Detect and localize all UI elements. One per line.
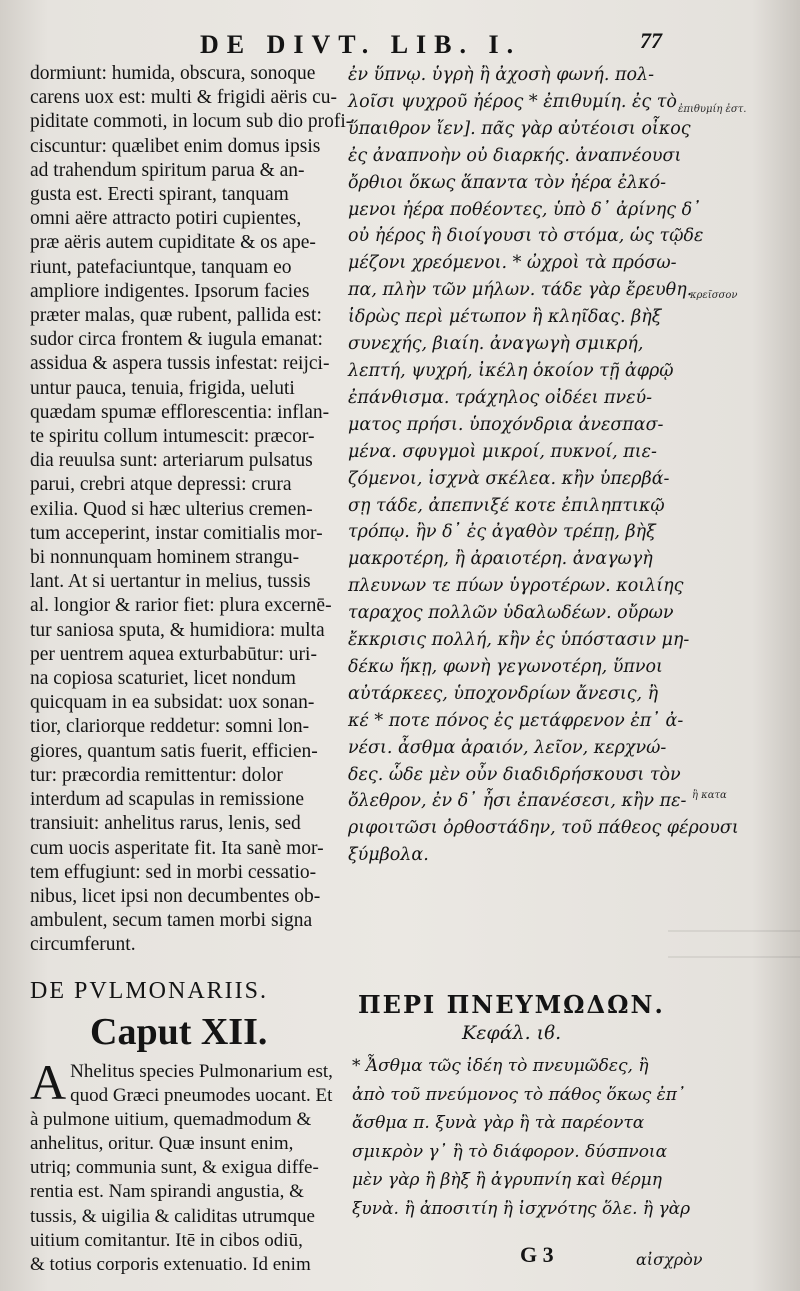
- latin-line: parui, crebri atque depressi: crura: [30, 474, 292, 496]
- greek-line: ἔκκρισις πολλή, κἢν ἐς ὑπόστασιν μη-: [348, 630, 690, 651]
- greek-line: ἄσθμα π. ξυνὰ γὰρ ἢ τὰ παρέοντα: [352, 1113, 645, 1133]
- greek-line: κέ * ποτε πόνος ἐς μετάφρενον ἐπ᾽ ἀ-: [348, 710, 684, 731]
- latin-line: sudor circa frontem & iugula emanat:: [30, 329, 323, 351]
- latin-line: tum acceperint, instar comitialis mor-: [30, 522, 323, 544]
- margin-note: κρεῖσσον: [690, 290, 738, 301]
- greek-line: ὄλεθρον, ἐν δ᾽ ἦσι ἐπανέσεσι, κἢν πε-: [348, 791, 687, 812]
- latin-line: untur pauca, tenuia, frigida, ueluti: [30, 377, 295, 399]
- greek-line: μακροτέρη, ἢ ἀραιοτέρη. ἀναγωγὴ: [348, 549, 653, 570]
- greek-line: μέζονι χρεόμενοι. * ὠχροὶ τὰ πρόσω-: [348, 253, 677, 274]
- greek-line: ἐν ὕπνῳ. ὑγρὴ ἢ ἀχοσὴ φωνή. πολ-: [348, 65, 655, 85]
- latin-line: ambulent, secum tamen morbi signa: [30, 910, 313, 932]
- chapter-text-latin: [30, 1054, 344, 1277]
- latin-line: tem effugiunt: sed in morbi cessatio-: [30, 861, 317, 883]
- latin-line: per uentrem aquea exturbabūtur: uri-: [30, 643, 317, 665]
- latin-line: riunt, patefaciuntque, tanquam eo: [30, 256, 292, 278]
- bleed-through-mark: [668, 930, 800, 932]
- greek-line: ἐπάνθισμα. τράχηλος οἰδέει πνεύ-: [348, 387, 653, 408]
- greek-line: ἀπὸ τοῦ πνεύμονος τὸ πάθος ὅκως ἐπ᾽: [352, 1084, 686, 1105]
- latin-line: interdum ad scapulas in remissione: [30, 789, 305, 811]
- greek-line: ριφοιτῶσι ὀρθοστάδην, τοῦ πάθεος φέρουσι: [348, 818, 739, 839]
- greek-line: ἱδρὼς περὶ μέτωπον ἢ κληῖδας. βὴξ: [348, 307, 662, 328]
- chapter-text-greek: [352, 1052, 691, 1223]
- latin-line: assidua & aspera tussis infestat: reijci-: [30, 353, 330, 375]
- latin-line: quædam spumæ efflorescentia: inflan-: [30, 401, 330, 423]
- chapter-number-greek: Κεφάλ. ιϐ.: [462, 1022, 562, 1044]
- greek-line: πλευνων τε πύων ὑγροτέρων. κοιλίης: [348, 576, 684, 597]
- latin-line: carens uox est: multi & frigidi aëris cu-: [30, 87, 338, 109]
- bleed-through-mark: [668, 956, 800, 958]
- latin-line: rentia est. Nam spirandi angustia, &: [30, 1181, 304, 1203]
- latin-line: tior, clariorque reddetur: somni lon-: [30, 716, 310, 738]
- margin-note: ἢ κατα: [692, 790, 727, 801]
- latin-line: ampliore indigentes. Ipsorum facies: [30, 280, 310, 302]
- latin-line: lant. At si uertantur in melius, tussis: [30, 571, 311, 593]
- running-head: DE DIVT. LIB. I.: [200, 30, 522, 59]
- latin-line: anhelitus, oritur. Quæ insunt enim,: [30, 1133, 294, 1155]
- greek-line: οὐ ἠέρος ἢ διοίγουσι τὸ στόμα, ὡς τῷδε: [348, 226, 704, 247]
- latin-line: bi nonnunquam hominem strangu-: [30, 547, 300, 569]
- chapter-heading-latin: DE PVLMONARIIS.: [30, 978, 269, 1004]
- latin-line: à pulmone uitium, quemadmodum &: [30, 1109, 312, 1131]
- greek-line: δες. ὧδε μὲν οὖν διαδιδρήσκουσι τὸν: [348, 764, 681, 785]
- greek-line: δέκω ἥκῃ, φωνὴ γεγωνοτέρη, ὕπνοι: [348, 656, 663, 677]
- latin-line: tur saniosa sputa, & humidiora: multa: [30, 619, 325, 641]
- latin-line: piditate commoti, in locum sub dio profi-: [30, 111, 353, 133]
- latin-line: præter malas, quæ rubent, pallida est:: [30, 305, 322, 327]
- latin-line: quod Græci pneumodes uocant. Et: [70, 1085, 333, 1107]
- catchword: αἰσχρὸν: [636, 1250, 703, 1269]
- latin-line: na copiosa scaturiet, licet nondum: [30, 668, 296, 690]
- greek-line: τρόπῳ. ἢν δ᾽ ἐς ἀγαθὸν τρέπῃ, βὴξ: [348, 522, 656, 543]
- latin-line: te spiritu collum intumescit: præcor-: [30, 426, 315, 448]
- greek-line: λοῖσι ψυχροῦ ἠέρος * ἐπιθυμίη. ἐς τὸ: [348, 91, 677, 112]
- latin-line: dormiunt: humida, obscura, sonoque: [30, 63, 316, 84]
- latin-line: transiuit: anhelitus rarus, lenis, sed: [30, 813, 301, 835]
- latin-line: omni aëre attracto potiri cupientes,: [30, 208, 302, 230]
- greek-line: λεπτή, ψυχρή, ἰκέλη ὁκοίον τῇ ἀφρῷ: [348, 360, 674, 381]
- chapter-heading-greek: ΠΕΡΙ ΠΝΕΥΜΩΔΩΝ.: [358, 990, 665, 1019]
- latin-line: dia reuulsa sunt: arteriarum pulsatus: [30, 450, 313, 472]
- latin-line: al. longior & rarior fiet: plura excernē-: [30, 595, 332, 617]
- latin-line: circumferunt.: [30, 934, 136, 956]
- latin-line: & totius corporis extenuatio. Id enim: [30, 1253, 311, 1275]
- latin-line: tussis, & uigilia & caliditas utrumque: [30, 1205, 315, 1227]
- greek-line: ξυνὰ. ἢ ἀποσιτίη ἢ ἰσχνότης ὅλε. ἢ γὰρ: [352, 1198, 691, 1219]
- greek-line: αὐτάρκεες, ὑποχονδρίων ἄνεσις, ἢ: [348, 683, 659, 704]
- latin-line: giores, quantum satis fuerit, efficien-: [30, 740, 318, 762]
- greek-line: ξύμβολα.: [348, 845, 429, 866]
- greek-line: ζόμενοι, ἰσχνὰ σκέλεα. κἢν ὑπερβά-: [348, 468, 670, 489]
- drop-cap: A: [30, 1054, 67, 1110]
- greek-line: ταραχος πολλῶν ὑδαλωδέων. οὔρων: [348, 603, 674, 624]
- greek-line: πα, πλὴν τῶν μήλων. τάδε γὰρ ἔρευθη.: [348, 280, 693, 301]
- greek-line: ὕπαιθρον ἴεν]. πᾶς γὰρ αὐτέοισι οἶκος: [348, 118, 691, 139]
- latin-line: nibus, licet ipsi non decumbentes ob-: [30, 885, 321, 907]
- margin-note: ἐπιθυμίη ἐστ.: [678, 104, 747, 115]
- page-number: 77: [640, 28, 662, 53]
- greek-line: συνεχής, βιαίη. ἀναγωγὴ σμικρή,: [348, 334, 644, 355]
- greek-line: ἐς ἀναπνοὴν οὐ διαρκής. ἀναπνέουσι: [348, 145, 682, 166]
- latin-line: Nhelitus species Pulmonarium est,: [70, 1061, 333, 1082]
- greek-line: * Ἆσθμα τῶς ἰδέη τὸ πνευμῶδες, ἢ: [352, 1056, 649, 1076]
- greek-line: ὄρθιοι ὅκως ἅπαντα τὸν ἠέρα ἐλκό-: [348, 172, 667, 193]
- latin-line: ad trahendum spiritum parua & an-: [30, 159, 305, 181]
- latin-column: [30, 62, 353, 958]
- greek-line: μένα. σφυγμοὶ μικροί, πυκνοί, πιε-: [348, 441, 657, 462]
- latin-line: præ aëris autem cupiditate & os ape-: [30, 232, 316, 254]
- greek-line: μενοι ἠέρα ποθέοντες, ὑπὸ δ᾽ ἀρίνης δ᾽: [348, 199, 701, 220]
- greek-line: σμικρὸν γ᾽ ἢ τὸ διάφορον. δύσπνοια: [352, 1141, 668, 1162]
- greek-line: νέσι. ἆσθμα ἀραιόν, λεῖον, κερχνώ-: [348, 737, 667, 758]
- latin-line: tur: præcordia remittentur: dolor: [30, 764, 283, 786]
- latin-line: uitium comitantur. Itē in cibos odiū,: [30, 1229, 303, 1251]
- chapter-number-latin: Caput XII.: [90, 1011, 268, 1053]
- latin-line: exilia. Quod si hæc ulterius cremen-: [30, 498, 313, 520]
- latin-line: ciscuntur: quælibet enim domus ipsis: [30, 135, 321, 157]
- greek-line: μὲν γὰρ ἢ βὴξ ἢ ἀγρυπνίη καὶ θέρμη: [352, 1170, 662, 1190]
- greek-line: ματος πρήσι. ὑποχόνδρια ἀνεσπασ-: [348, 414, 664, 435]
- greek-line: σῃ τάδε, ἀπεπνιξέ κοτε ἐπιληπτικῷ: [348, 495, 665, 516]
- latin-line: cum uocis asperitate fit. Ita sanè mor-: [30, 837, 324, 859]
- signature-mark: G 3: [520, 1242, 554, 1267]
- latin-line: utriq; communia sunt, & exigua diffe-: [30, 1157, 319, 1179]
- latin-line: quicquam in ea subsidat: uox sonan-: [30, 692, 315, 714]
- latin-line: gusta est. Erecti spirant, tanquam: [30, 184, 289, 206]
